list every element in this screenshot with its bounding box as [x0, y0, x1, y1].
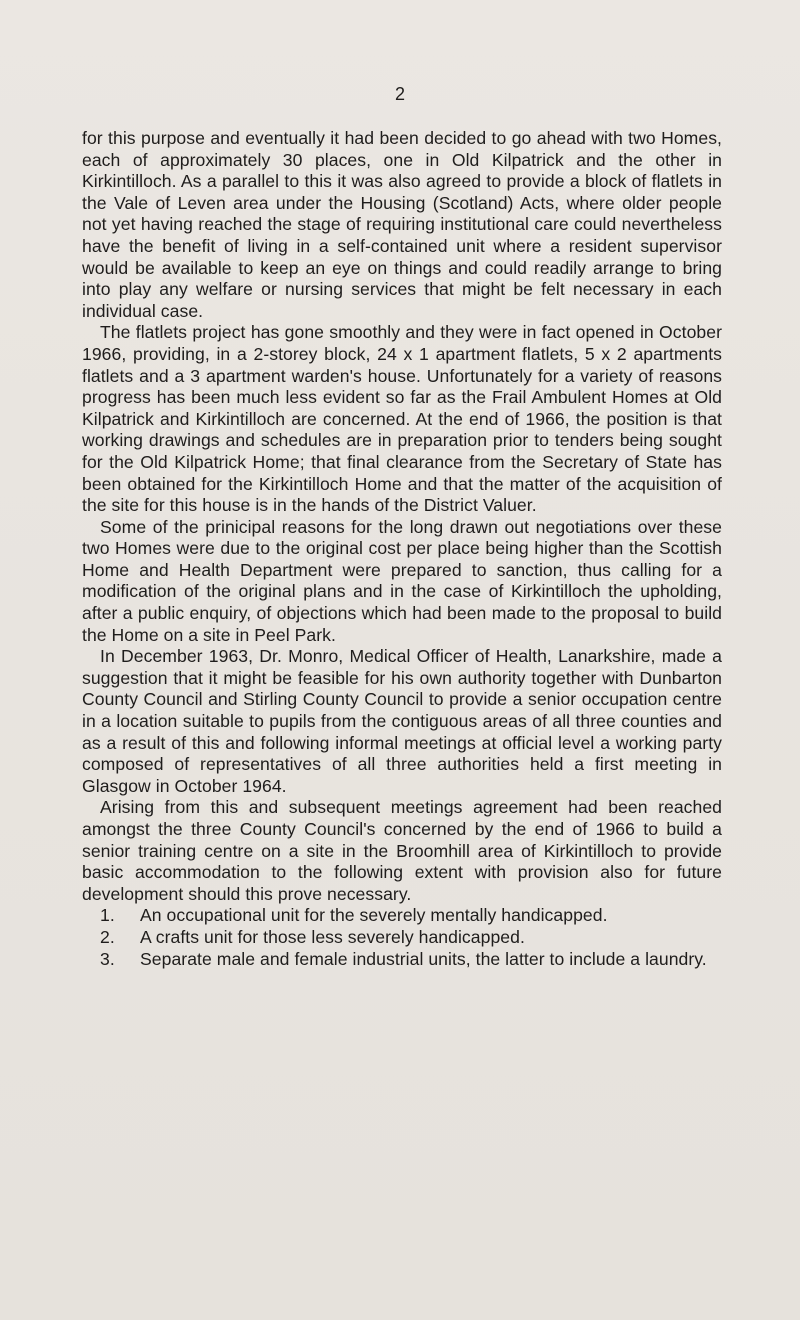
list-item-number: 2. [100, 926, 115, 947]
list-item-text: An occupational unit for the severely mentally handicapped. [140, 905, 608, 926]
paragraph: Some of the prinicipal reasons for the long drawn out negotiations over these two Homes were due to the original cost per place being higher than the Scottish Home and Health Department were prepared to sanction, thus calling for a modification of the original plans and in the case of Kirkintilloch the upholding, after a public enquiry, of objections which had been made to the proposal to build the Home on a site in Peel Park. [82, 516, 722, 645]
list-item [82, 905, 722, 927]
list-item-number: 1. [100, 905, 115, 926]
page-number: 2 [394, 84, 405, 104]
body-text [82, 128, 722, 970]
paragraph: In December 1963, Dr. Monro, Medical Officer of Health, Lanarkshire, made a suggestion that it might be feasible for his own authority together with Dunbarton County Council and Stirling County Council to provide a senior occupation centre in a location suitable to pupils from the contiguous areas of all three counties and as a result of this and following informal meetings at official level a working party composed of representatives of all three authorities held a first meeting in Glasgow in October 1964. [82, 646, 722, 796]
list-item-number: 3. [100, 948, 115, 969]
list-item-text: Separate male and female industrial units, the latter to include a laundry. [140, 948, 707, 969]
list-item [82, 927, 722, 949]
numbered-list [82, 905, 722, 970]
paragraph: The flatlets project has gone smoothly and they were in fact opened in October 1966, providing, in a 2-storey block, 24 x 1 apartment flatlets, 5 x 2 apartments flatlets and a 3 apartment warden's house. Unfortunately for a variety of reasons progress has been much less evident so far as the Frail Ambulent Homes at Old Kilpatrick and Kirkintilloch are concerned. At the end of 1966, the position is that working drawings and schedules are in preparation prior to tenders being sought for the Old Kilpatrick Home; that final clearance from the Secretary of State has been obtained for the Kirkintilloch Home and that the matter of the acquisition of the site for this house is in the hands of the District Valuer. [82, 322, 722, 516]
paragraph: for this purpose and eventually it had been decided to go ahead with two Homes, each of approximately 30 places, one in Old Kilpatrick and the other in Kirkintilloch. As a parallel to this it was also agreed to provide a block of flatlets in the Vale of Leven area under the Housing (Scotland) Acts, where older people not yet having reached the stage of requiring institutional care could nevertheless have the benefit of living in a self-contained unit where a resident supervisor would be available to keep an eye on things and could readily arrange to bring into play any welfare or nursing services that might be felt necessary in each individual case. [82, 128, 722, 321]
list-item-text: A crafts unit for those less severely handicapped. [140, 926, 525, 947]
paragraph: Arising from this and subsequent meetings agreement had been reached amongst the three County Council's concerned by the end of 1966 to build a senior training centre on a site in the Broomhill area of Kirkintilloch to provide basic accommodation to the following extent with provision also for future development should this prove necessary. [82, 797, 722, 904]
list-item [82, 949, 722, 971]
